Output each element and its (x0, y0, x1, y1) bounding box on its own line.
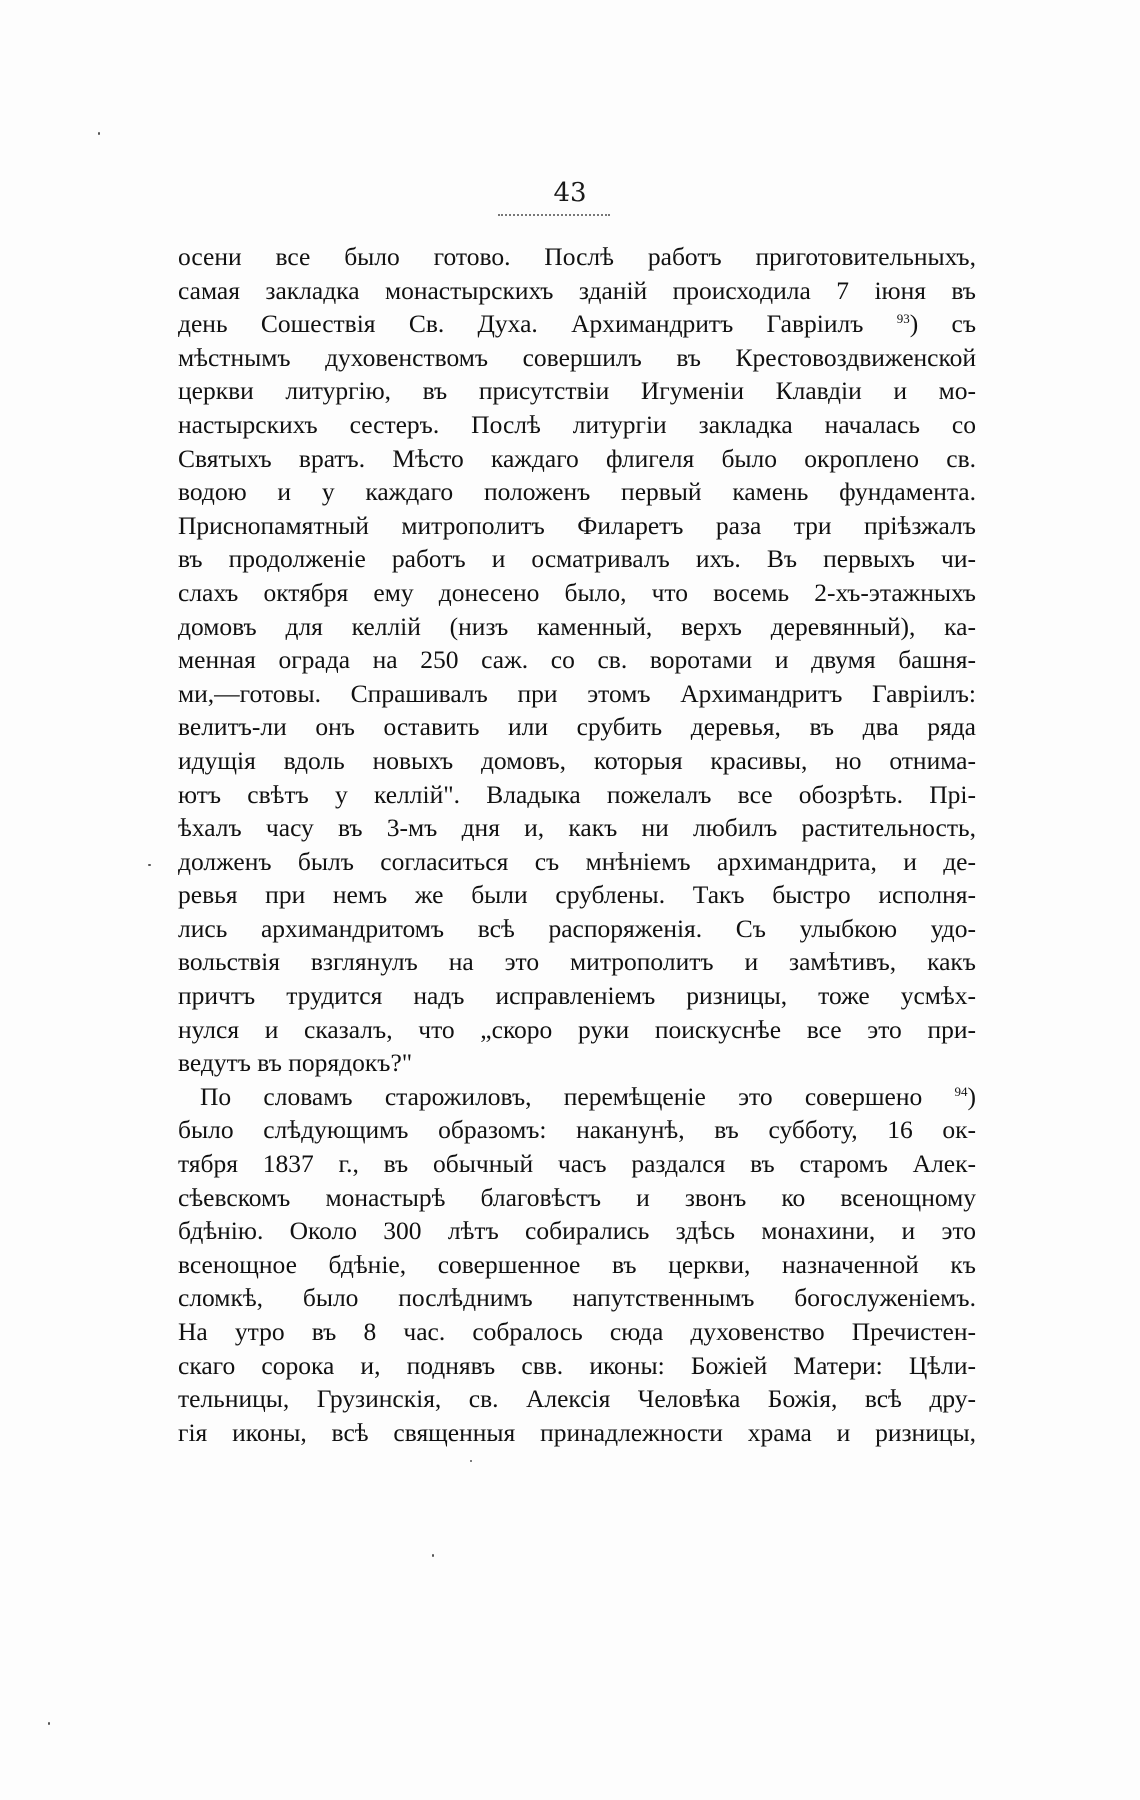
scan-speck (470, 1460, 472, 1462)
text-line: ревья при немъ же были срублены. Такъ быстро исполня- (178, 880, 976, 910)
text-line: ми,—готовы. Спрашивалъ при этомъ Архимандритъ Гавріилъ: (178, 678, 976, 708)
scan-speck (148, 864, 151, 866)
text-line: мѣстнымъ духовенствомъ совершилъ въ Крестовоздвиженской (178, 342, 976, 372)
footnote-ref: 94 (954, 1083, 968, 1099)
text-fragment: ) съ (909, 309, 977, 339)
text-line: церкви литургію, въ присутствіи Игуменіи Клавдіи и мо- (178, 376, 976, 406)
text-line: осени все было готово. Послѣ работъ приготовительныхъ, (178, 242, 976, 271)
text-line: идущія вдоль новыхъ домовъ, которыя красивы, но отнима- (178, 745, 976, 775)
text-line: всенощное бдѣніе, совершенное въ церкви, назначенной къ (178, 1249, 976, 1279)
text-line: лись архимандритомъ всѣ распоряженія. Съ улыбкою удо- (178, 913, 976, 943)
text-line: На утро въ 8 час. собралось сюда духовенство Пречистен- (178, 1317, 976, 1346)
text-line: нулся и сказалъ, что „скоро руки поискуснѣе все это при- (178, 1014, 976, 1044)
text-line: сѣевскомъ монастырѣ благовѣстъ и звонъ ко всенощному (178, 1182, 976, 1212)
scan-speck (48, 1722, 50, 1725)
text-line: тября 1837 г., въ обычный часъ раздался въ старомъ Алек- (178, 1149, 976, 1179)
page-number: 43 (553, 178, 587, 208)
text-line: велитъ-ли онъ оставить или срубить деревья, въ два ряда (178, 712, 976, 742)
text-line: менная ограда на 250 саж. со св. воротами и двумя башня- (178, 645, 976, 675)
text-line: гія иконы, всѣ священныя принадлежности храма и ризницы, (178, 1417, 976, 1447)
scan-speck (432, 1554, 434, 1557)
text-fragment: По словамъ старожиловъ, перемѣщеніе это совершено (200, 1081, 923, 1111)
text-line: самая закладка монастырскихъ зданій происходила 7 іюня въ (178, 275, 976, 305)
body-text (178, 240, 976, 1449)
text-line: сломкѣ, было послѣднимъ напутственнымъ богослуженіемъ. (178, 1283, 976, 1313)
header-rule (498, 214, 610, 216)
paragraph-2 (178, 1080, 976, 1450)
text-line: вольствія взглянулъ на это митрополитъ и замѣтивъ, какъ (178, 947, 976, 977)
text-line: въ продолженіе работъ и осматривалъ ихъ. Въ первыхъ чи- (178, 544, 976, 574)
text-line: бдѣнію. Около 300 лѣтъ собирались здѣсь монахини, и это (178, 1216, 976, 1246)
text-line: долженъ былъ согласиться съ мнѣніемъ архимандрита, и де- (178, 846, 976, 876)
footnote-ref: 93 (896, 311, 910, 327)
text-line: тельницы, Грузинскія, св. Алексія Человѣка Божія, всѣ дру- (178, 1384, 976, 1414)
text-line: ѣхалъ часу въ 3-мъ дня и, какъ ни любилъ растительность, (178, 813, 976, 843)
text-line-with-footnote (178, 1080, 976, 1114)
text-line: ютъ свѣтъ у келлій". Владыка пожелалъ все обозрѣть. Прі- (178, 779, 976, 809)
text-line: Приснопамятный митрополитъ Филаретъ раза три пріѣзжалъ (178, 510, 976, 540)
scan-speck (98, 132, 100, 135)
text-fragment: ) (967, 1081, 976, 1111)
text-fragment: день Сошествія Св. Духа. Архимандритъ Гавріилъ (178, 309, 864, 339)
text-line-with-footnote (178, 307, 976, 341)
text-line: настырскихъ сестеръ. Послѣ литургіи закладка началась со (178, 409, 976, 439)
text-line: слахъ октября ему донесено было, что восемь 2-хъ-этажныхъ (178, 577, 976, 607)
text-line: скаго сорока и, поднявъ свв. иконы: Божіей Матери: Цѣли- (178, 1350, 976, 1380)
text-line: Святыхъ вратъ. Мѣсто каждаго флигеля было окроплено св. (178, 443, 976, 473)
text-line: водою и у каждаго положенъ первый камень фундамента. (178, 477, 976, 507)
text-line: было слѣдующимъ образомъ: наканунѣ, въ субботу, 16 ок- (178, 1115, 976, 1145)
text-line: домовъ для келлій (низъ каменный, верхъ деревянный), ка- (178, 611, 976, 641)
text-line: причтъ трудится надъ исправленіемъ ризницы, тоже усмѣх- (178, 981, 976, 1011)
paragraph-1 (178, 240, 976, 1080)
text-line: ведутъ въ порядокъ?" (178, 1048, 413, 1078)
